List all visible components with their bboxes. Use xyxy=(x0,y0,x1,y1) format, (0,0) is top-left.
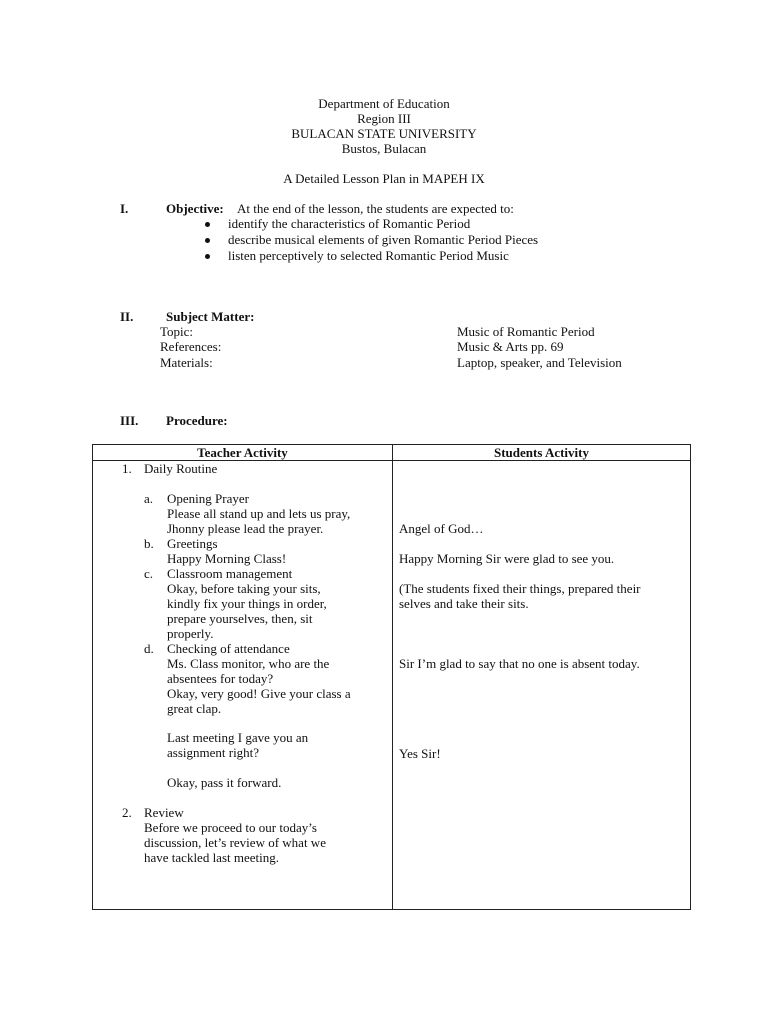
teacher-line: Before we proceed to our today’s xyxy=(144,820,317,835)
student-response: Happy Morning Sir were glad to see you. xyxy=(399,551,615,566)
teacher-line: discussion, let’s review of what we xyxy=(144,835,326,850)
teacher-line: Happy Morning Class! xyxy=(167,551,287,566)
document-title: A Detailed Lesson Plan in MAPEH IX xyxy=(283,171,485,186)
objective-item: identify the characteristics of Romantic Period xyxy=(228,216,471,231)
attendance-title: Checking of attendance xyxy=(167,641,290,656)
review-title: Review xyxy=(144,805,184,820)
subject-key-materials: Materials: xyxy=(160,355,213,370)
objective-item: describe musical elements of given Romantic Period Pieces xyxy=(228,232,539,247)
students-activity-cell xyxy=(393,461,691,910)
opening-prayer-title: Opening Prayer xyxy=(167,491,249,506)
student-response: Yes Sir! xyxy=(399,746,441,761)
subject-label: Subject Matter: xyxy=(166,309,255,324)
teacher-line: kindly fix your things in order, xyxy=(167,596,327,611)
teacher-line: assignment right? xyxy=(167,745,260,760)
objective-numeral: I. xyxy=(120,201,129,216)
teacher-line: have tackled last meeting. xyxy=(144,850,280,865)
teacher-line: Okay, very good! Give your class a xyxy=(167,686,351,701)
daily-routine-title: Daily Routine xyxy=(144,461,218,476)
objective-item: listen perceptively to selected Romantic Period Music xyxy=(228,248,509,263)
teacher-line: absentees for today? xyxy=(167,671,274,686)
subject-value-references: Music & Arts pp. 69 xyxy=(457,339,564,354)
subject-value-materials: Laptop, speaker, and Television xyxy=(457,355,622,370)
sub-item-letter: c. xyxy=(144,566,154,581)
subject-key-topic: Topic: xyxy=(160,324,194,339)
teacher-line: prepare yourselves, then, sit xyxy=(167,611,313,626)
subject-key-references: References: xyxy=(160,339,222,354)
header-university: BULACAN STATE UNIVERSITY xyxy=(291,126,477,141)
teacher-line: Jhonny please lead the prayer. xyxy=(167,521,324,536)
teacher-line: properly. xyxy=(167,626,214,641)
sub-item-letter: a. xyxy=(144,491,154,506)
sub-item-letter: b. xyxy=(144,536,154,551)
procedure-numeral: III. xyxy=(120,413,139,428)
teacher-line: Ms. Class monitor, who are the xyxy=(167,656,330,671)
procedure-table-row xyxy=(93,461,691,910)
student-response: Sir I’m glad to say that no one is absent today. xyxy=(399,656,640,671)
item-number: 1. xyxy=(122,461,132,476)
header-department: Department of Education xyxy=(318,96,450,111)
item-number: 2. xyxy=(122,805,132,820)
student-response: Angel of God… xyxy=(399,521,484,536)
bullet-icon xyxy=(205,222,210,227)
teacher-line: Okay, before taking your sits, xyxy=(167,581,321,596)
procedure-label: Procedure: xyxy=(166,413,228,428)
subject-value-topic: Music of Romantic Period xyxy=(457,324,595,339)
teacher-line: Okay, pass it forward. xyxy=(167,775,282,790)
students-activity-header: Students Activity xyxy=(393,445,691,461)
teacher-activity-header: Teacher Activity xyxy=(93,445,393,461)
procedure-table xyxy=(92,444,691,910)
bullet-icon xyxy=(205,254,210,259)
sub-item-letter: d. xyxy=(144,641,154,656)
teacher-activity-cell xyxy=(93,461,393,910)
teacher-line: great clap. xyxy=(167,701,222,716)
procedure-table-header xyxy=(93,445,691,461)
subject-numeral: II. xyxy=(120,309,134,324)
teacher-line: Please all stand up and lets us pray, xyxy=(167,506,351,521)
teacher-line: Last meeting I gave you an xyxy=(167,730,309,745)
bullet-icon xyxy=(205,238,210,243)
objective-intro: At the end of the lesson, the students are expected to: xyxy=(237,201,514,216)
objective-label: Objective: xyxy=(166,201,224,216)
classroom-management-title: Classroom management xyxy=(167,566,293,581)
header-location: Bustos, Bulacan xyxy=(341,141,427,156)
greetings-title: Greetings xyxy=(167,536,218,551)
header-region: Region III xyxy=(357,111,411,126)
student-response: (The students fixed their things, prepared their xyxy=(399,581,641,596)
student-response: selves and take their sits. xyxy=(399,596,529,611)
